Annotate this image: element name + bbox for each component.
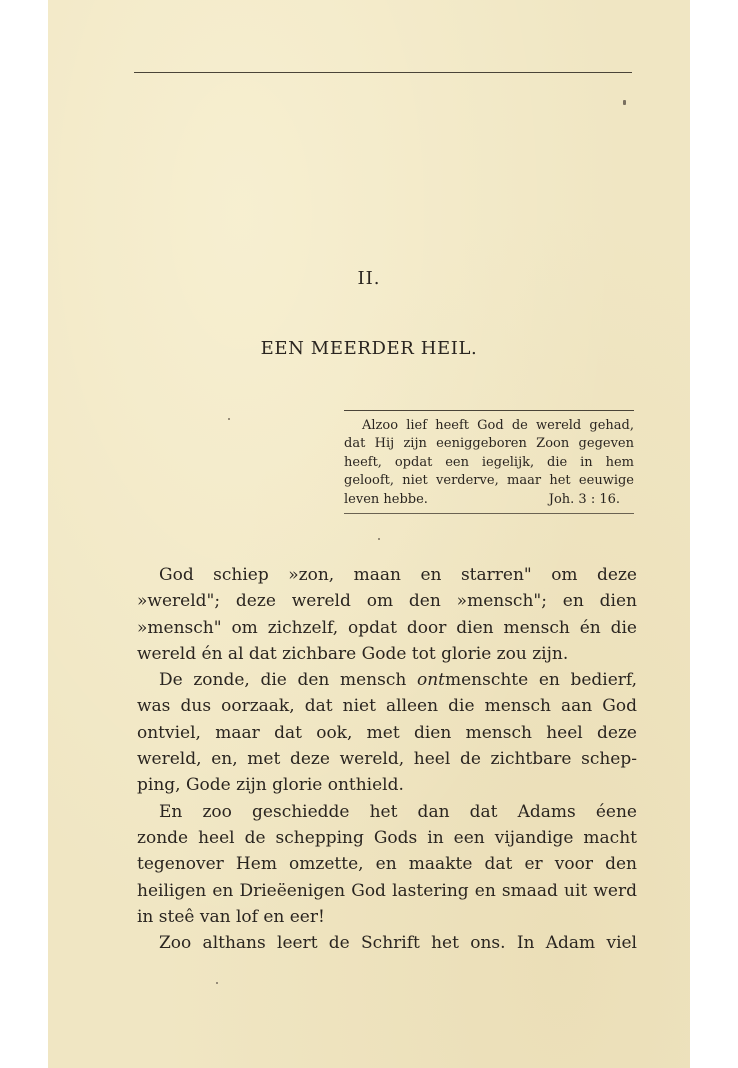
text-line: wereld én al dat zichbare Gode tot glorie zou zijn. xyxy=(137,643,569,664)
text-line: was dus oorzaak, dat niet alleen die mensch aan God xyxy=(137,696,637,717)
text-line: zonde heel de schepping Gods in een vijandige macht xyxy=(137,827,637,848)
epigraph-reference: Joh. 3 : 16. xyxy=(548,491,620,507)
epigraph-top-rule xyxy=(344,410,634,411)
text-line: tegenover Hem omzette, en maakte dat er voor den xyxy=(137,854,637,875)
paper-speck xyxy=(216,982,218,984)
epigraph-line: leven hebbe. xyxy=(344,491,428,507)
text-line: »mensch" om zichzelf, opdat door dien mensch én die xyxy=(137,617,637,638)
paper-speck xyxy=(378,538,380,540)
epigraph-line: dat Hij zijn eeniggeboren Zoon gegeven xyxy=(344,436,634,452)
header-rule xyxy=(134,72,632,73)
paper-speck xyxy=(623,100,626,105)
text-line: in steê van lof en eer! xyxy=(137,906,325,927)
text-line: »wereld"; deze wereld om den »mensch"; en dien xyxy=(137,591,637,612)
text-line: Zoo althans leert de Schrift het ons. In Adam viel xyxy=(159,933,637,954)
text-line: heiligen en Drieëenigen God lastering en smaad uit werd xyxy=(137,880,637,901)
epigraph-line: Alzoo lief heeft God de wereld gehad, xyxy=(362,418,634,433)
book-page xyxy=(48,0,690,1068)
text-line: wereld, en, met deze wereld, heel de zichtbare schep- xyxy=(137,749,637,770)
epigraph-line: heeft, opdat een iegelijk, die in hem xyxy=(344,454,634,470)
text-line: ping, Gode zijn glorie onthield. xyxy=(137,775,404,796)
italic-segment: ont xyxy=(416,670,445,691)
epigraph-last-line xyxy=(344,491,634,509)
epigraph-bottom-rule xyxy=(344,513,634,514)
text-line: God schiep »zon, maan en starren" om deze xyxy=(159,565,637,585)
epigraph xyxy=(344,410,634,514)
text-line: ontviel, maar dat ook, met dien mensch heel deze xyxy=(137,722,637,743)
paper-speck xyxy=(228,418,230,420)
text-segment: De zonde, die den mensch xyxy=(159,670,417,691)
text-segment: menschte en bedierf, xyxy=(444,670,637,691)
text-line: En zoo geschiedde het dan dat Adams éene xyxy=(159,801,637,822)
chapter-number: II. xyxy=(357,268,381,289)
text-line xyxy=(137,667,637,693)
chapter-title: EEN MEERDER HEIL. xyxy=(260,338,478,359)
body-text xyxy=(137,562,637,956)
epigraph-line: gelooft, niet verderve, maar het eeuwige xyxy=(344,473,634,489)
